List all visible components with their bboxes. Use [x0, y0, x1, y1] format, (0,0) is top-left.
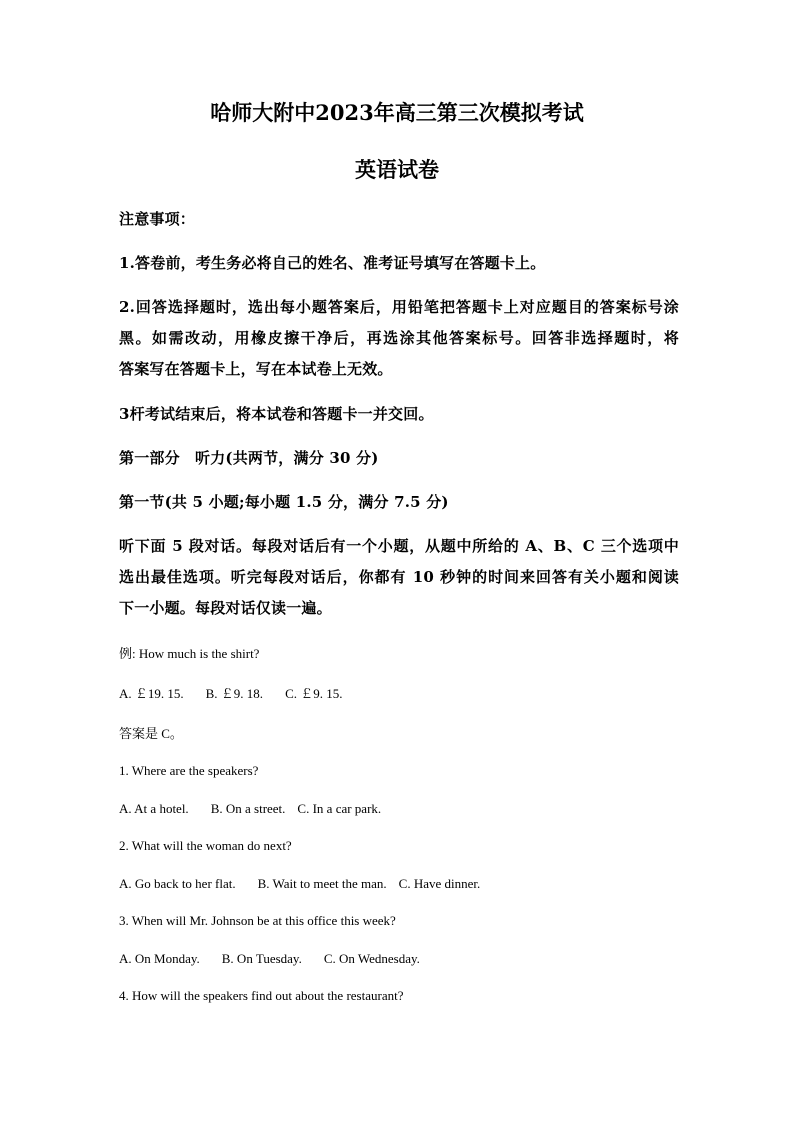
notes-heading: 注意事项：	[119, 210, 196, 228]
q2-option-c: C. Have dinner.	[398, 876, 481, 891]
note-2-line-3: 答案写在答题卡上，写在本试卷上无效。	[119, 360, 393, 378]
q3-option-c: C. On Wednesday.	[323, 951, 420, 966]
exam-subtitle: 英语试卷	[355, 157, 439, 182]
question-2: 2. What will the woman do next?	[119, 838, 292, 853]
q2-option-a: A. Go back to her flat.	[119, 876, 236, 891]
section1-heading: 第一节(共 5 小题;每小题 1.5 分，满分 7.5 分)	[119, 493, 449, 511]
q1-option-c: C. In a car park.	[297, 801, 382, 816]
part1-heading: 第一部分 听力(共两节，满分 30 分)	[119, 449, 379, 467]
example-option-a: A. ￡19. 15.	[119, 686, 184, 701]
q3-option-a: A. On Monday.	[119, 951, 200, 966]
note-2-line-2: 黑。如需改动，用橡皮擦干净后，再选涂其他答案标号。回答非选择题时，将	[119, 329, 679, 347]
q3-option-b: B. On Tuesday.	[221, 951, 302, 966]
question-3: 3. When will Mr. Johnson be at this office this week?	[119, 913, 396, 928]
question-4: 4. How will the speakers find out about the restaurant?	[119, 988, 404, 1003]
note-2-line-1: 2.回答选择题时，选出每小题答案后，用铅笔把答题卡上对应题目的答案标号涂	[119, 298, 679, 316]
instruction-line-2: 选出最佳选项。听完每段对话后，你都有 10 秒钟的时间来回答有关小题和阅读	[119, 568, 679, 586]
exam-title: 哈师大附中2023年高三第三次模拟考试	[210, 100, 584, 125]
example-question: 例: How much is the shirt?	[119, 646, 260, 661]
question-2-options	[119, 876, 480, 892]
question-1-options	[119, 801, 381, 817]
note-3: 3杆考试结束后，将本试卷和答题卡一并交回。	[119, 405, 434, 423]
question-3-options	[119, 951, 420, 967]
note-1: 1.答卷前，考生务必将自己的姓名、准考证号填写在答题卡上。	[119, 254, 546, 272]
example-options	[119, 683, 342, 702]
instruction-line-1: 听下面 5 段对话。每段对话后有一个小题，从题中所给的 A、B、C 三个选项中	[119, 537, 679, 555]
instruction-line-3: 下一小题。每段对话仅读一遍。	[119, 599, 332, 617]
q2-option-b: B. Wait to meet the man.	[257, 876, 387, 891]
example-option-b: B. ￡9. 18.	[205, 686, 264, 701]
example-answer: 答案是 C。	[119, 726, 183, 741]
q1-option-b: B. On a street.	[210, 801, 286, 816]
question-1: 1. Where are the speakers?	[119, 763, 259, 778]
example-option-c: C. ￡9. 15.	[285, 686, 343, 701]
q1-option-a: A. At a hotel.	[119, 801, 189, 816]
